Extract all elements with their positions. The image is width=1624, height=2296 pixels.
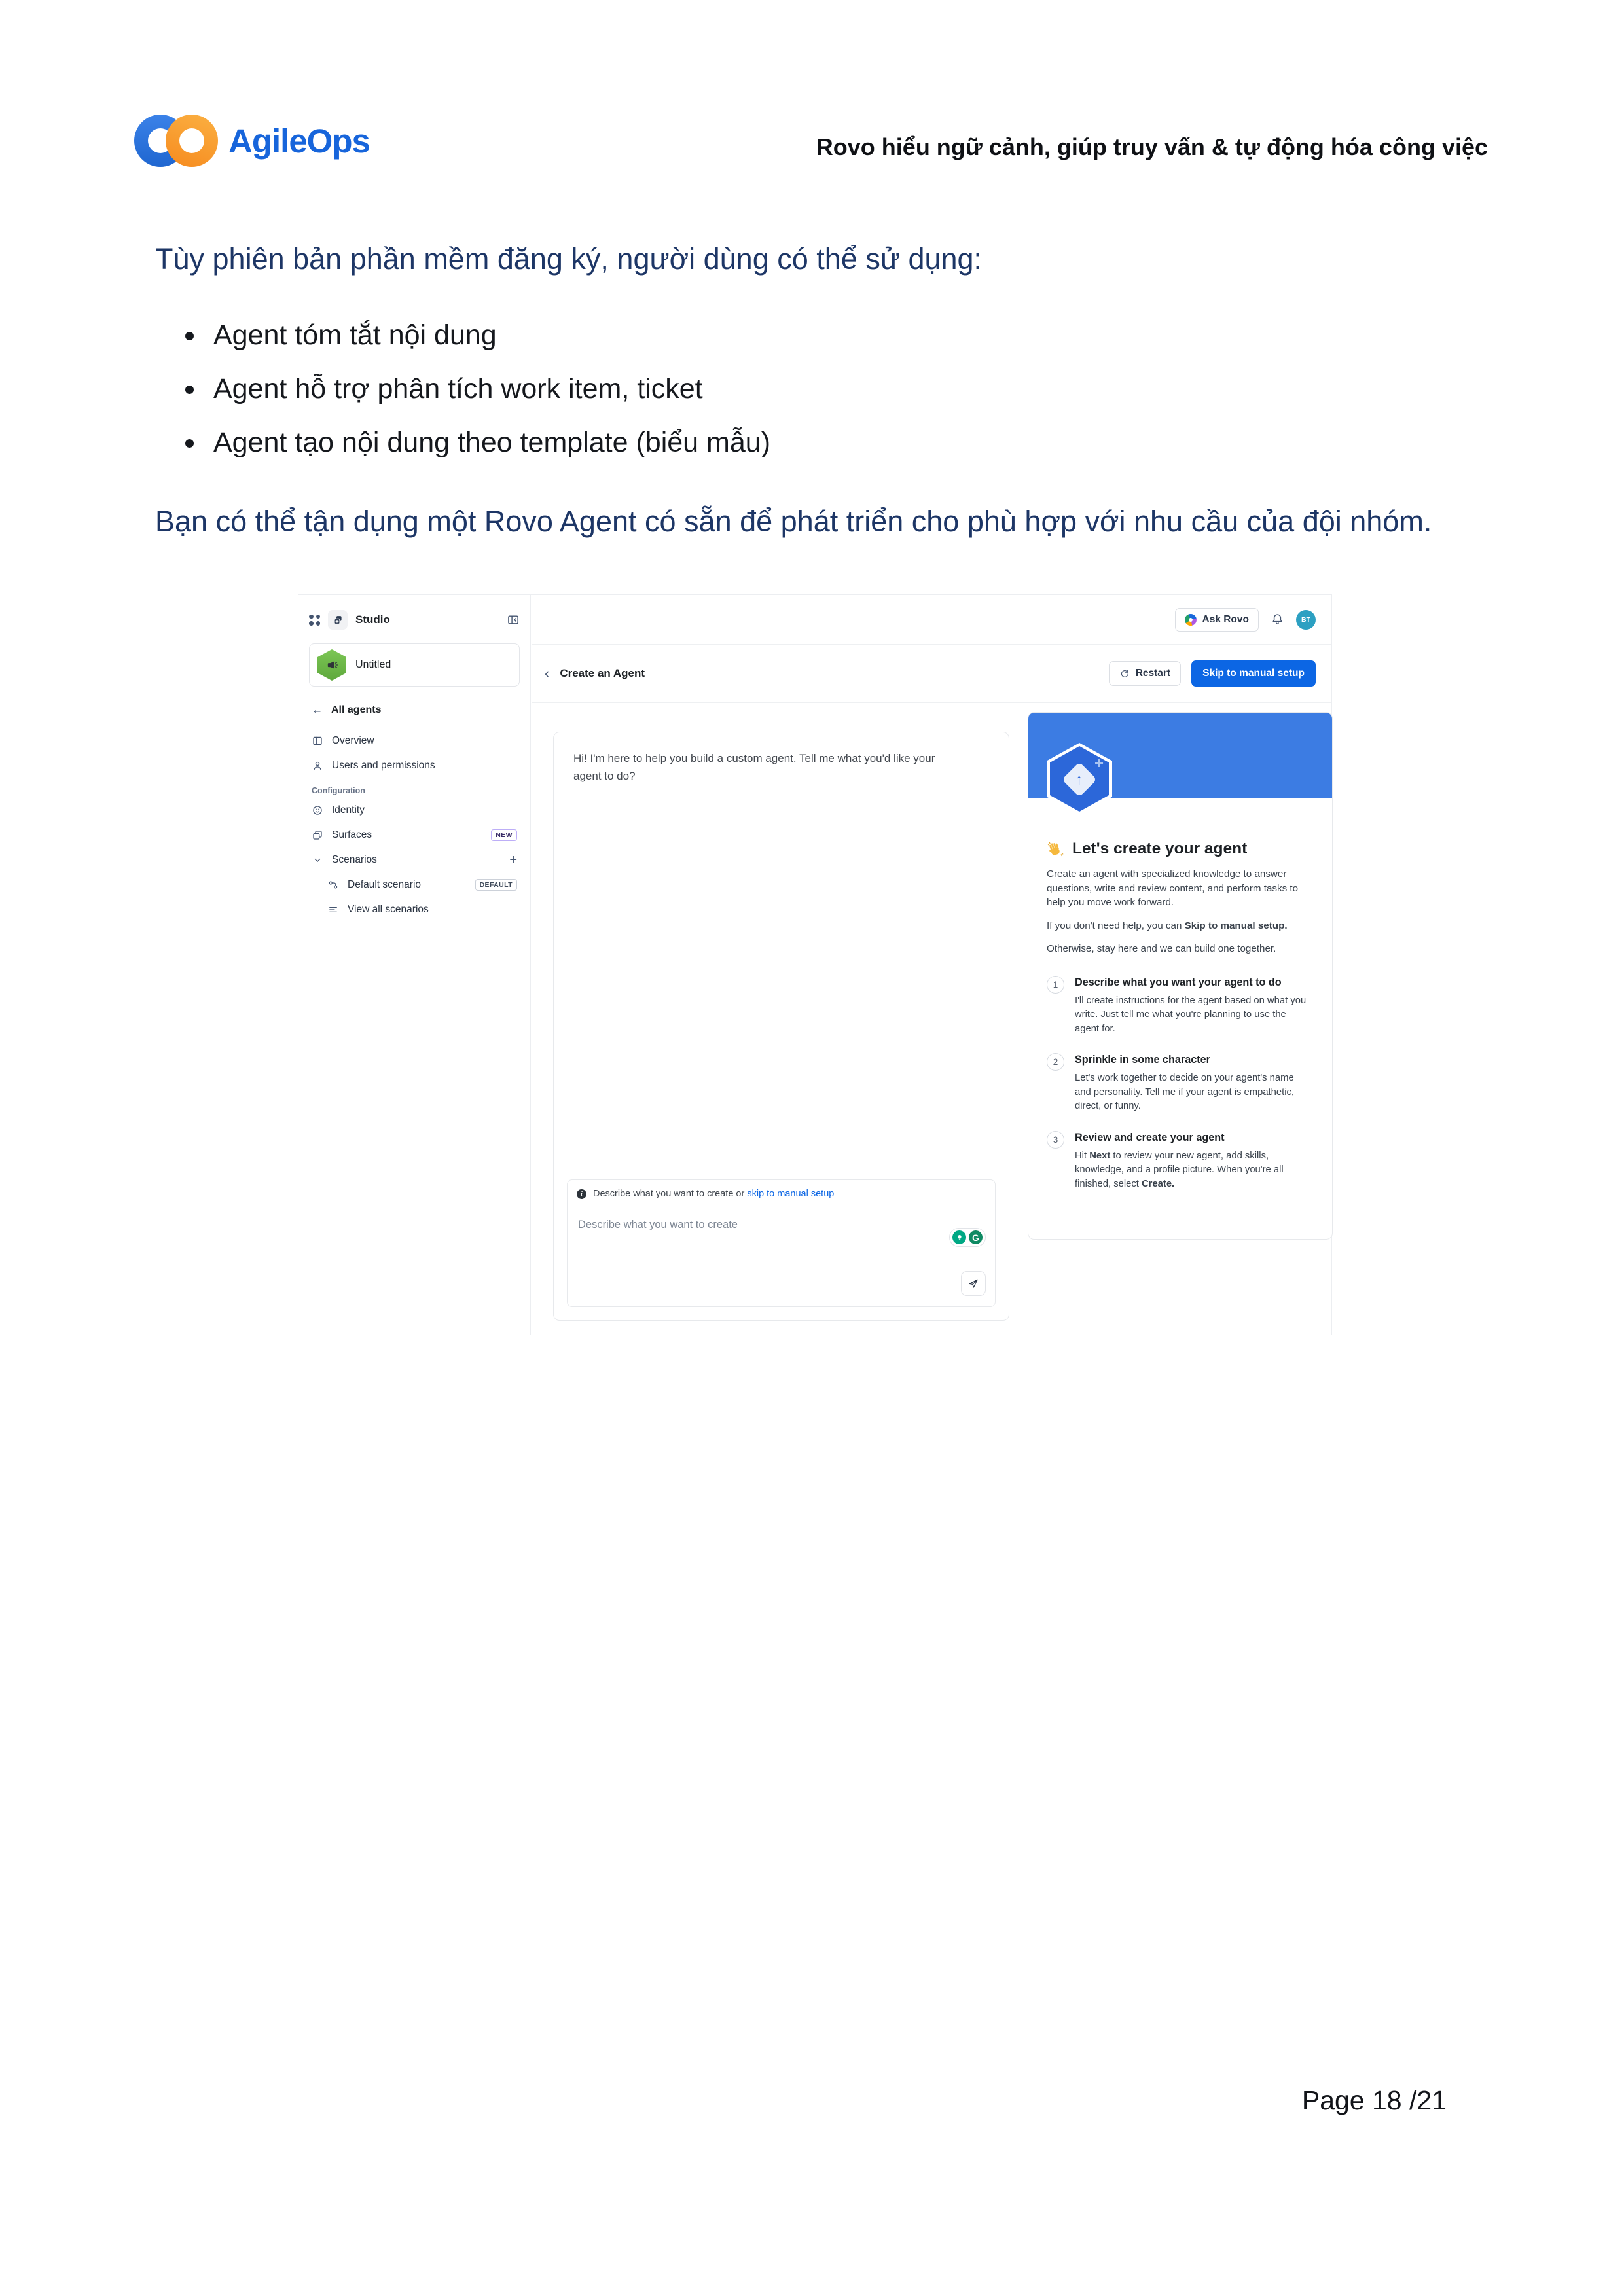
bullet-icon (185, 332, 194, 340)
skip-to-manual-setup-link[interactable]: skip to manual setup (747, 1189, 835, 1199)
sidebar-section-configuration: Configuration (312, 786, 365, 795)
brand-name: AgileOps (228, 122, 370, 160)
avatar[interactable]: BT (1296, 610, 1316, 630)
sidebar-item-view-all-scenarios[interactable]: View all scenarios (309, 897, 520, 922)
step-body: Let's work together to decide on your agent's name and personality. Tell me if your agent is empathetic, direct, or funny. (1075, 1073, 1295, 1112)
step-body: Hit Next to review your new agent, add skills, knowledge, and a profile picture. When you're all finished, select Create. (1075, 1150, 1284, 1189)
content-area (532, 703, 1331, 1335)
panel-otherwise: Otherwise, stay here and we can build one together. (1047, 943, 1276, 955)
step-body: I'll create instructions for the agent based on what you write. Just tell me what you're planning to use the agent for. (1075, 995, 1307, 1034)
default-badge: DEFAULT (475, 879, 517, 891)
main-area (532, 595, 1331, 1335)
bell-icon[interactable] (1271, 613, 1284, 626)
step-number: 1 (1047, 976, 1064, 994)
page-toolbar (532, 645, 1331, 703)
back-arrow-icon: ← (312, 704, 323, 716)
workspace-card[interactable] (309, 643, 520, 687)
agent-badge-icon (1047, 743, 1112, 815)
list-item: Agent hỗ trợ phân tích work item, ticket (185, 373, 770, 405)
send-button[interactable] (961, 1271, 986, 1296)
panel-body (1028, 840, 1332, 1191)
grammarly-widget[interactable] (949, 1228, 986, 1247)
step-title: Sprinkle in some character (1075, 1054, 1210, 1066)
sidebar (298, 595, 531, 1335)
describe-input[interactable] (568, 1208, 995, 1306)
chevron-down-icon (312, 854, 323, 866)
studio-screenshot (298, 594, 1332, 1335)
info-icon: i (577, 1189, 586, 1199)
step-number: 3 (1047, 1131, 1064, 1149)
chat-input-box (567, 1179, 996, 1307)
steps-list (1047, 976, 1314, 1191)
sidebar-item-surfaces[interactable]: Surfaces NEW (309, 823, 520, 848)
agileops-logo-icon (134, 113, 218, 169)
lightbulb-icon (952, 1230, 966, 1244)
list-item: Agent tóm tắt nội dung (185, 319, 770, 351)
sidebar-item-users[interactable]: Users and permissions (309, 753, 520, 778)
grammarly-g-icon: G (969, 1230, 983, 1244)
surfaces-icon (312, 829, 323, 841)
sidebar-item-scenarios[interactable]: Scenarios + (309, 848, 520, 872)
input-hint-row (568, 1180, 995, 1208)
step-title: Describe what you want your agent to do (1075, 976, 1282, 988)
send-icon (967, 1278, 979, 1289)
textarea-zone (568, 1208, 995, 1306)
chat-card (553, 732, 1009, 1321)
rovo-pinwheel-icon (1185, 614, 1197, 626)
brand (134, 113, 370, 169)
sidebar-nav (309, 728, 520, 922)
restart-button[interactable]: Restart (1109, 661, 1181, 686)
panel-collapse-icon[interactable] (507, 613, 520, 626)
new-badge: NEW (491, 829, 517, 841)
add-scenario-button[interactable]: + (509, 853, 517, 867)
skip-to-manual-setup-button[interactable]: Skip to manual setup (1191, 660, 1316, 687)
sparkle-icon: + (1094, 755, 1104, 772)
smiley-icon (312, 804, 323, 816)
app-switcher-icon[interactable] (309, 615, 320, 626)
sidebar-item-identity[interactable]: Identity (309, 798, 520, 823)
logo-ring-orange (166, 115, 218, 167)
step-title: Review and create your agent (1075, 1131, 1225, 1143)
ask-rovo-button[interactable]: Ask Rovo (1175, 608, 1259, 632)
bullet-list (185, 319, 770, 480)
sidebar-back-all-agents[interactable]: ← All agents (312, 704, 382, 716)
sidebar-item-overview[interactable]: Overview (309, 728, 520, 753)
waving-hand-emoji (1047, 840, 1064, 858)
bullet-icon (185, 439, 194, 448)
workspace-name: Untitled (355, 659, 391, 670)
overview-icon (312, 735, 323, 747)
step-number: 2 (1047, 1053, 1064, 1071)
step-2 (1047, 1053, 1314, 1113)
running-header-title: Rovo hiểu ngữ cảnh, giúp truy vấn & tự động hóa công việc (816, 134, 1488, 160)
list-lines-icon (327, 904, 339, 916)
page-title: Create an Agent (560, 667, 645, 679)
intro-paragraph: Tùy phiên bản phần mềm đăng ký, người dùng có thể sử dụng: (155, 242, 983, 276)
closing-paragraph: Bạn có thể tận dụng một Rovo Agent có sẵn để phát triển cho phù hợp với nhu cầu của đội nhóm. (155, 505, 1432, 538)
page-number: Page 18 /21 (1301, 2085, 1447, 2115)
panel-help: If you don't need help, you can Skip to manual setup. (1047, 920, 1288, 931)
agent-diamond-icon: ↑ (1062, 762, 1097, 797)
assistant-greeting: Hi! I'm here to help you build a custom agent. Tell me what you'd like your agent to do? (573, 752, 935, 783)
global-topbar (532, 595, 1331, 645)
scenario-flow-icon (327, 879, 339, 891)
sidebar-item-default-scenario[interactable]: Default scenario DEFAULT (309, 872, 520, 897)
sidebar-header (309, 605, 520, 634)
agent-avatar-icon (317, 649, 346, 681)
panel-title: Let's create your agent (1072, 840, 1248, 857)
users-icon (312, 760, 323, 772)
panel-intro: Create an agent with specialized knowledge to answer questions, write and review content, and perform tasks to help you move work forward. (1047, 869, 1299, 908)
step-3 (1047, 1131, 1314, 1191)
step-1 (1047, 976, 1314, 1036)
refresh-icon (1119, 668, 1130, 679)
hint-text: Describe what you want to create or (593, 1189, 745, 1199)
studio-logo-icon (328, 610, 348, 630)
back-chevron-icon[interactable]: ‹ (545, 665, 550, 681)
helper-panel (1028, 712, 1333, 1240)
app-name: Studio (355, 613, 390, 626)
bullet-icon (185, 386, 194, 394)
list-item: Agent tạo nội dung theo template (biểu mẫu) (185, 427, 770, 459)
